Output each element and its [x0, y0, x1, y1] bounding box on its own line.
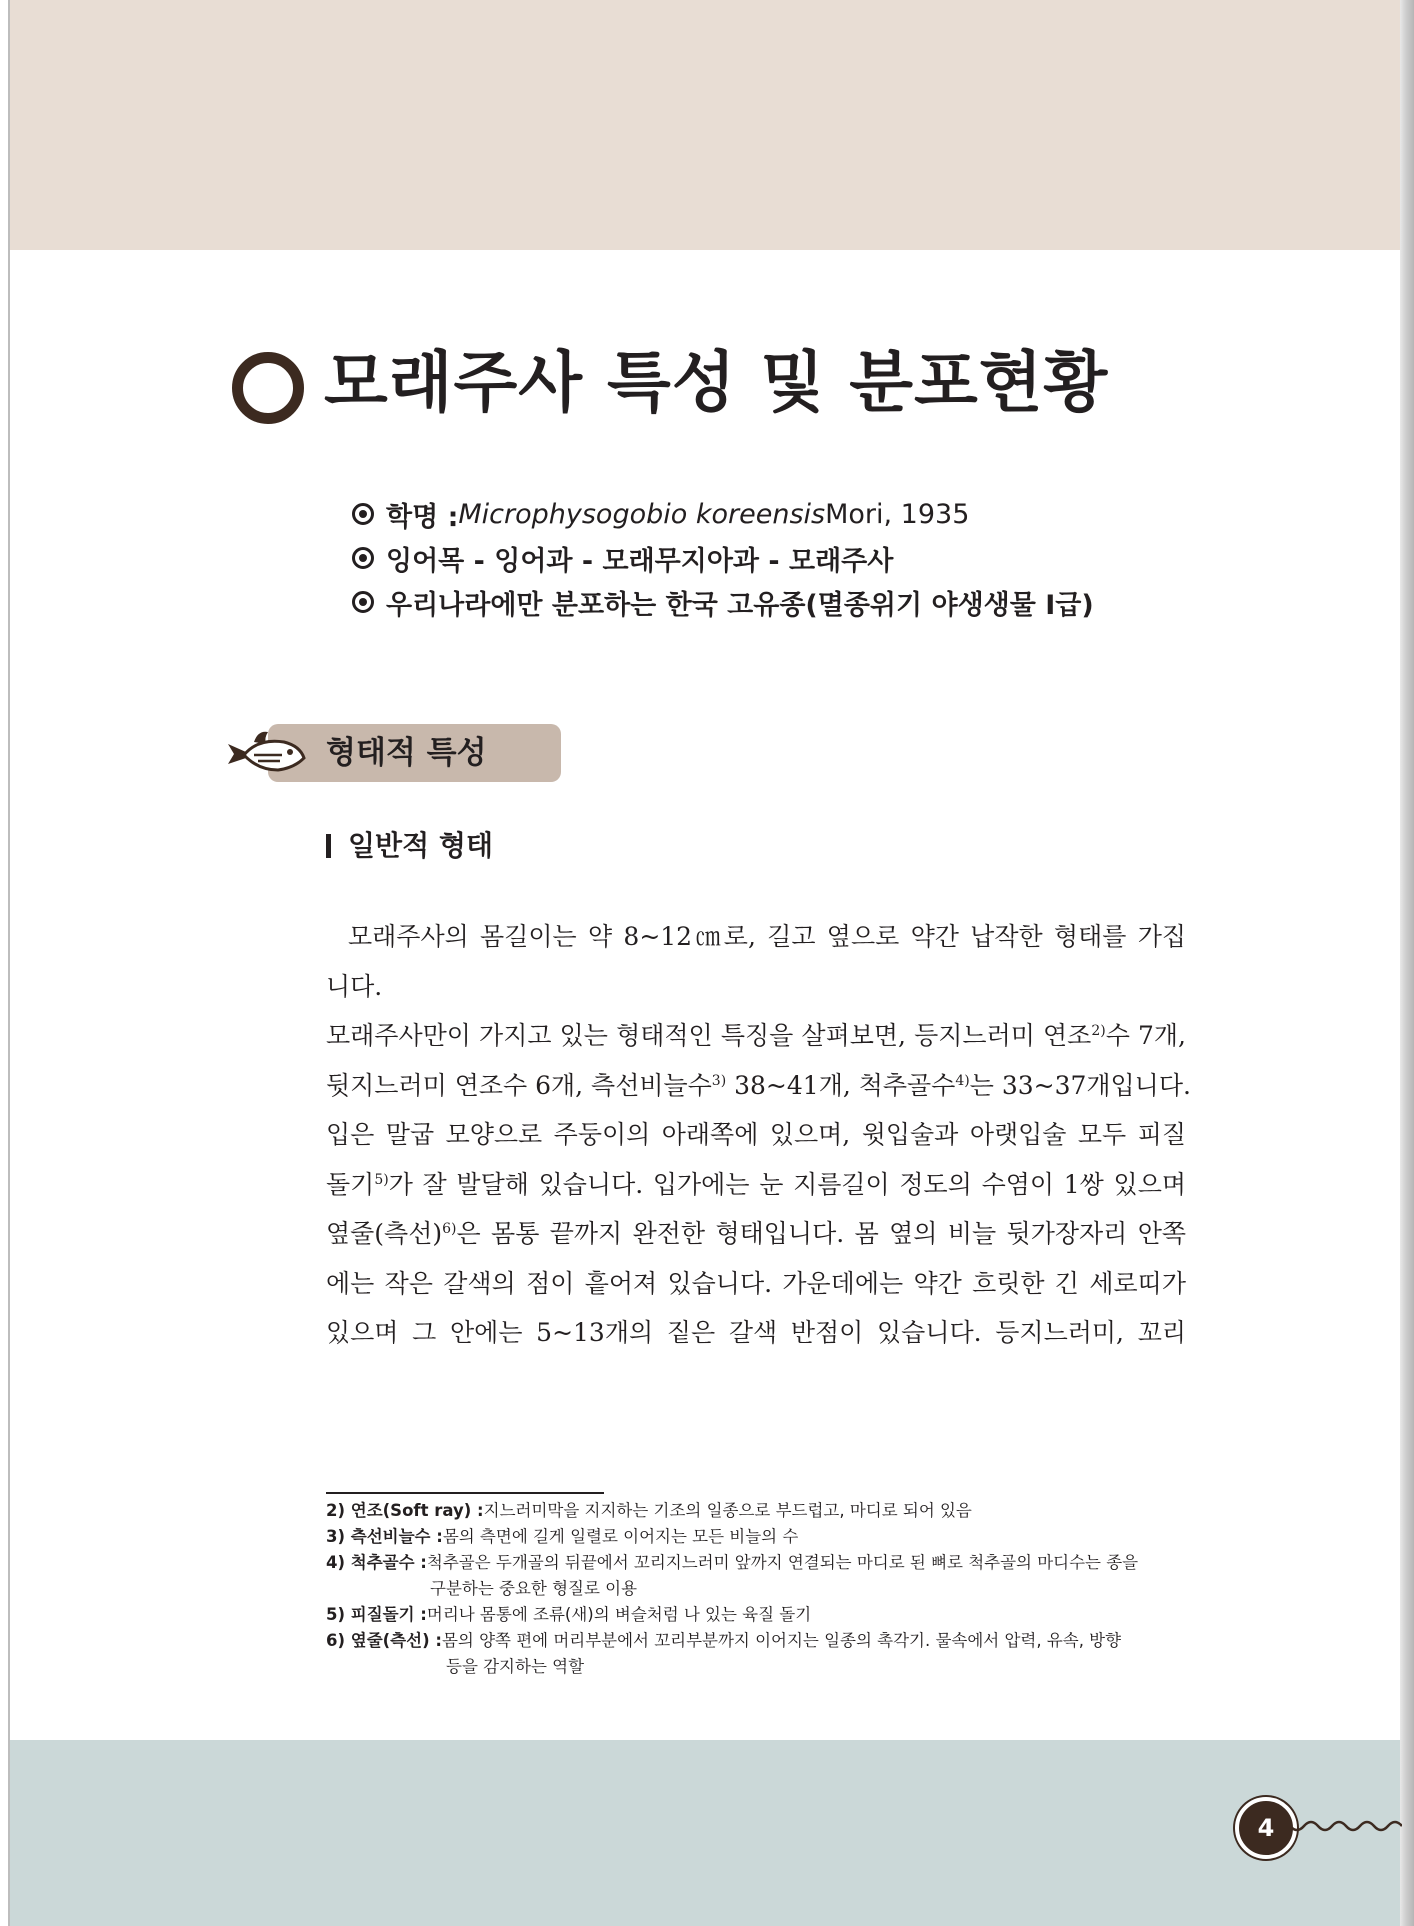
- footer-band: [10, 1740, 1400, 1926]
- body-text: 모래주사만이 가지고 있는 형태적인 특징을 살펴보면, 등지느러미 연조: [326, 1021, 1092, 1050]
- footnote-ref: 5): [374, 1171, 389, 1188]
- footnote-text: 몸의 양쪽 편에 머리부분에서 꼬리부분까지 이어지는 일종의 촉각기. 물속에서 압력, 유속, 방향: [441, 1631, 1122, 1650]
- body-text: 입은 말굽 모양으로 주둥이의 아래쪽에 있으며, 윗입술과 아랫입술 모두 피질: [326, 1120, 1186, 1149]
- body-text: 은 몸통 끝까지 완전한 형태입니다. 몸 옆의 비늘 뒷가장자리 안쪽: [456, 1219, 1186, 1248]
- footnote-6: [326, 1628, 1188, 1654]
- page-title: 모래주사 특성 및 분포현황: [324, 343, 1109, 421]
- fish-icon: [224, 728, 308, 780]
- body-line: [326, 1110, 1186, 1160]
- footnote-3: [326, 1524, 1188, 1550]
- body-line: [326, 1061, 1191, 1111]
- page-edge-shadow: [1400, 0, 1414, 1926]
- footnote-4: [326, 1550, 1188, 1576]
- scientific-name-author: Mori, 1935: [825, 498, 970, 530]
- footnote-text: 척추골은 두개골의 뒤끝에서 꼬리지느러미 앞까지 연결되는 마디로 된 뼈로 척추골의 마디수는 종을: [426, 1553, 1139, 1572]
- scientific-name: Microphysogobio koreensis: [458, 498, 826, 530]
- footnote-ref: 2): [1091, 1023, 1106, 1039]
- scientific-name-line: [352, 492, 1094, 536]
- body-text: 돌기: [326, 1169, 375, 1199]
- body-text: 있으며 그 안에는 5~13개의 짙은 갈색 반점이 있습니다. 등지느러미, 꼬리: [326, 1318, 1186, 1347]
- footnote-2: [326, 1498, 1188, 1524]
- wave-decoration-icon: [1290, 1808, 1402, 1844]
- footnote-term: 2) 연조(Soft ray) :: [326, 1501, 484, 1520]
- body-line: [326, 962, 1186, 1012]
- footnote-divider: [326, 1492, 604, 1494]
- body-text: 뒷지느러미 연조수 6개, 측선비늘수: [326, 1070, 712, 1100]
- body-line: [326, 1308, 1186, 1358]
- body-text: 에는 작은 갈색의 점이 흩어져 있습니다. 가운데에는 약간 흐릿한 긴 세로띠가: [326, 1268, 1186, 1298]
- subheading-text: 일반적 형태: [348, 829, 493, 862]
- footnote-term: 4) 척추골수 :: [326, 1553, 427, 1572]
- taxonomy-text: 잉어목 - 잉어과 - 모래무지아과 - 모래주사: [386, 545, 894, 577]
- page-number: 4: [1235, 1797, 1297, 1859]
- footnote-6-continued: 등을 감지하는 역할: [446, 1657, 585, 1676]
- section-title: 형태적 특성: [326, 735, 487, 771]
- circle-dot-bullet-icon: [352, 547, 374, 569]
- body-text: 옆줄(측선): [326, 1219, 443, 1248]
- footnote-ref: 3): [711, 1072, 727, 1089]
- scientific-name-label: 학명 :: [386, 501, 459, 533]
- circle-dot-bullet-icon: [352, 591, 374, 613]
- body-text: 모래주사의 몸길이는 약 8~12㎝로, 길고 옆으로 약간 납작한 형태를 가집: [348, 922, 1186, 951]
- body-paragraph: [326, 912, 1191, 1358]
- body-text: 니다.: [326, 971, 383, 1001]
- body-line: [326, 912, 1186, 962]
- footnote-term: 5) 피질돌기 :: [326, 1605, 427, 1624]
- body-text: 수 7개,: [1105, 1021, 1186, 1050]
- body-text: 38~41개, 척추골수: [726, 1070, 956, 1100]
- circle-dot-bullet-icon: [352, 503, 374, 525]
- footnote-4-continued: 구분하는 중요한 형질로 이용: [430, 1579, 638, 1598]
- subheading-bar: [326, 834, 331, 858]
- endemic-status-text: 우리나라에만 분포하는 한국 고유종(멸종위기 야생생물 I급): [386, 589, 1094, 621]
- footnote-text: 머리나 몸통에 조류(새)의 벼슬처럼 나 있는 육질 돌기: [426, 1605, 812, 1624]
- footnote-ref: 4): [955, 1072, 970, 1089]
- footnote-term: 6) 옆줄(측선) :: [326, 1631, 442, 1650]
- section-header: [268, 724, 561, 782]
- footnote-text: 몸의 측면에 길게 일렬로 이어지는 모든 비늘의 수: [442, 1527, 799, 1546]
- body-text: 가 잘 발달해 있습니다. 입가에는 눈 지름길이 정도의 수염이 1쌍 있으며: [388, 1169, 1186, 1199]
- body-line: [326, 1011, 1186, 1061]
- body-line: [326, 1160, 1186, 1210]
- footnote-ref: 6): [442, 1221, 457, 1237]
- ring-bullet-icon: [232, 352, 304, 424]
- body-line: [326, 1259, 1186, 1309]
- footnote-text: 지느러미막을 지지하는 기조의 일종으로 부드럽고, 마디로 되어 있음: [483, 1501, 972, 1520]
- species-info-list: [352, 492, 1094, 624]
- footnote-term: 3) 측선비늘수 :: [326, 1527, 443, 1546]
- endemic-status-line: [352, 580, 1094, 624]
- header-band: [10, 0, 1400, 250]
- body-text: 는 33~37개입니다.: [969, 1070, 1191, 1100]
- taxonomy-line: [352, 536, 1094, 580]
- footnote-5: [326, 1602, 1188, 1628]
- footnotes: [326, 1498, 1188, 1680]
- body-line: [326, 1209, 1186, 1259]
